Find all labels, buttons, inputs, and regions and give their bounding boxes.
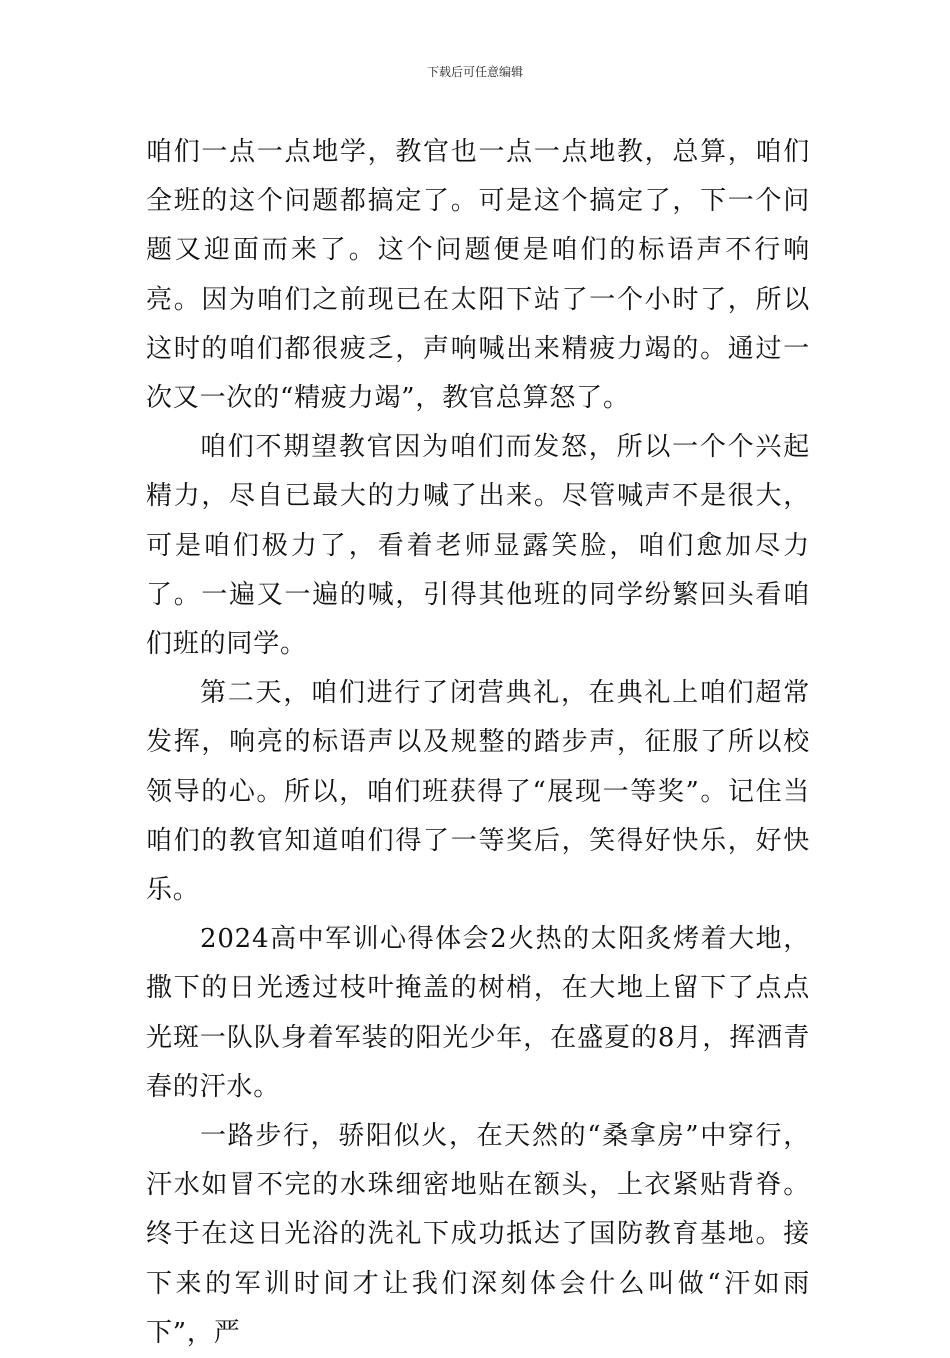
paragraph-1: 咱们一点一点地学，教官也一点一点地教，总算，咱们全班的这个问题都搞定了。可是这个搞定了，下一个问题又迎面而来了。这个问题便是咱们的标语声不行响亮。因为咱们之前现已在太阳下站了一个小时了，所以这时的咱们都很疲乏，声响喊出来精疲力竭的。通过一次又一次的“精疲力竭”，教官总算怒了。 <box>146 137 810 414</box>
paragraph-3: 第二天，咱们进行了闭营典礼，在典礼上咱们超常发挥，响亮的标语声以及规整的踏步声，征服了所以校领导的心。所以，咱们班获得了“展现一等奖”。记住当咱们的教官知道咱们得了一等奖后，笑得好快乐，好快乐。 <box>146 678 810 906</box>
paragraph-5: 一路步行，骄阳似火，在天然的“桑拿房”中穿行，汗水如冒不完的水珠细密地贴在额头，上衣紧贴背脊。终于在这日光浴的洗礼下成功抵达了国防教育基地。接下来的军训时间才让我们深刻体会什么叫做“汗如雨下”，严 <box>146 1121 810 1348</box>
page-header: 下载后可任意编辑 <box>426 65 523 79</box>
document-body <box>146 128 810 1358</box>
paragraph-4: 2024高中军训心得体会2火热的太阳炙烤着大地，撒下的日光透过枝叶掩盖的树梢，在大地上留下了点点光斑一队队身着军装的阳光少年，在盛夏的8月，挥洒青春的汗水。 <box>146 924 810 1102</box>
paragraph-2: 咱们不期望教官因为咱们而发怒，所以一个个兴起精力，尽自已最大的力喊了出来。尽管喊声不是很大，可是咱们极力了，看着老师显露笑脸，咱们愈加尽力了。一遍又一遍的喊，引得其他班的同学纷繁回头看咱们班的同学。 <box>146 432 810 660</box>
